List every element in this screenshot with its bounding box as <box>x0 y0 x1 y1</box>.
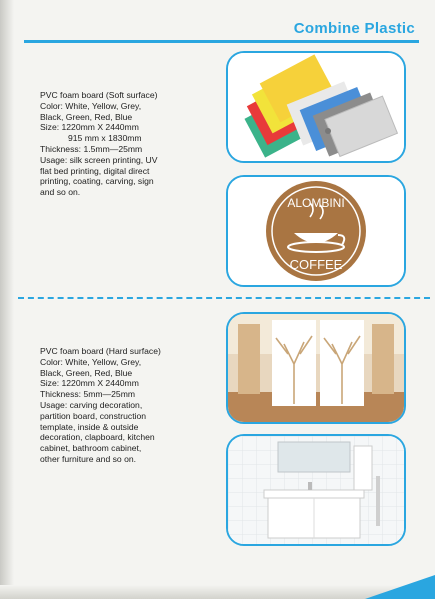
page-edge-shadow <box>0 0 14 599</box>
soft-surface-spec <box>40 90 220 198</box>
spec-line: flat bed printing, digital direct <box>40 165 150 176</box>
spec-line: Size: 1220mm X 2440mm <box>40 378 139 389</box>
spec-line: Usage: carving decoration, <box>40 399 143 410</box>
spec-line: Size: 1220mm X 2440mm <box>40 122 139 133</box>
header-rule <box>24 40 419 43</box>
spec-line: 915 mm x 1830mm <box>68 133 142 144</box>
sign-top-text: ALOMBINI <box>287 196 345 210</box>
spec-line: cabinet, bathroom cabinet, <box>40 443 142 454</box>
bathroom-cabinet-image <box>226 434 406 546</box>
spec-line: partition board, construction <box>40 410 147 421</box>
brand-title: Combine Plastic <box>293 20 415 37</box>
spec-line: PVC foam board (Hard surface) <box>40 346 161 356</box>
coffee-sign-image <box>226 175 406 287</box>
spec-line: Thickness: 1.5mm—25mm <box>40 143 143 154</box>
sign-bottom-text: COFFEE <box>289 257 343 272</box>
carved-partition-image <box>226 312 406 424</box>
spec-line: printing, coating, carving, sign <box>40 176 154 187</box>
spec-line: and so on. <box>40 187 81 198</box>
spec-line: Black, Green, Red, Blue <box>40 111 133 122</box>
spec-line: decoration, clapboard, kitchen <box>40 432 155 443</box>
color-swatches-image <box>226 51 406 163</box>
hard-surface-spec <box>40 346 220 465</box>
spec-line: template, inside & outside <box>40 421 139 432</box>
section-divider <box>18 297 430 299</box>
spec-line: other furniture and so on. <box>40 453 137 464</box>
spec-line: PVC foam board (Soft surface) <box>40 90 158 100</box>
spec-line: Color: White, Yellow, Grey, <box>40 100 142 111</box>
spec-line: Usage: silk screen printing, UV <box>40 154 158 165</box>
corner-accent <box>365 575 435 599</box>
spec-line: Color: White, Yellow, Grey, <box>40 356 142 367</box>
spec-line: Thickness: 5mm—25mm <box>40 389 136 400</box>
spec-line: Black, Green, Red, Blue <box>40 367 133 378</box>
